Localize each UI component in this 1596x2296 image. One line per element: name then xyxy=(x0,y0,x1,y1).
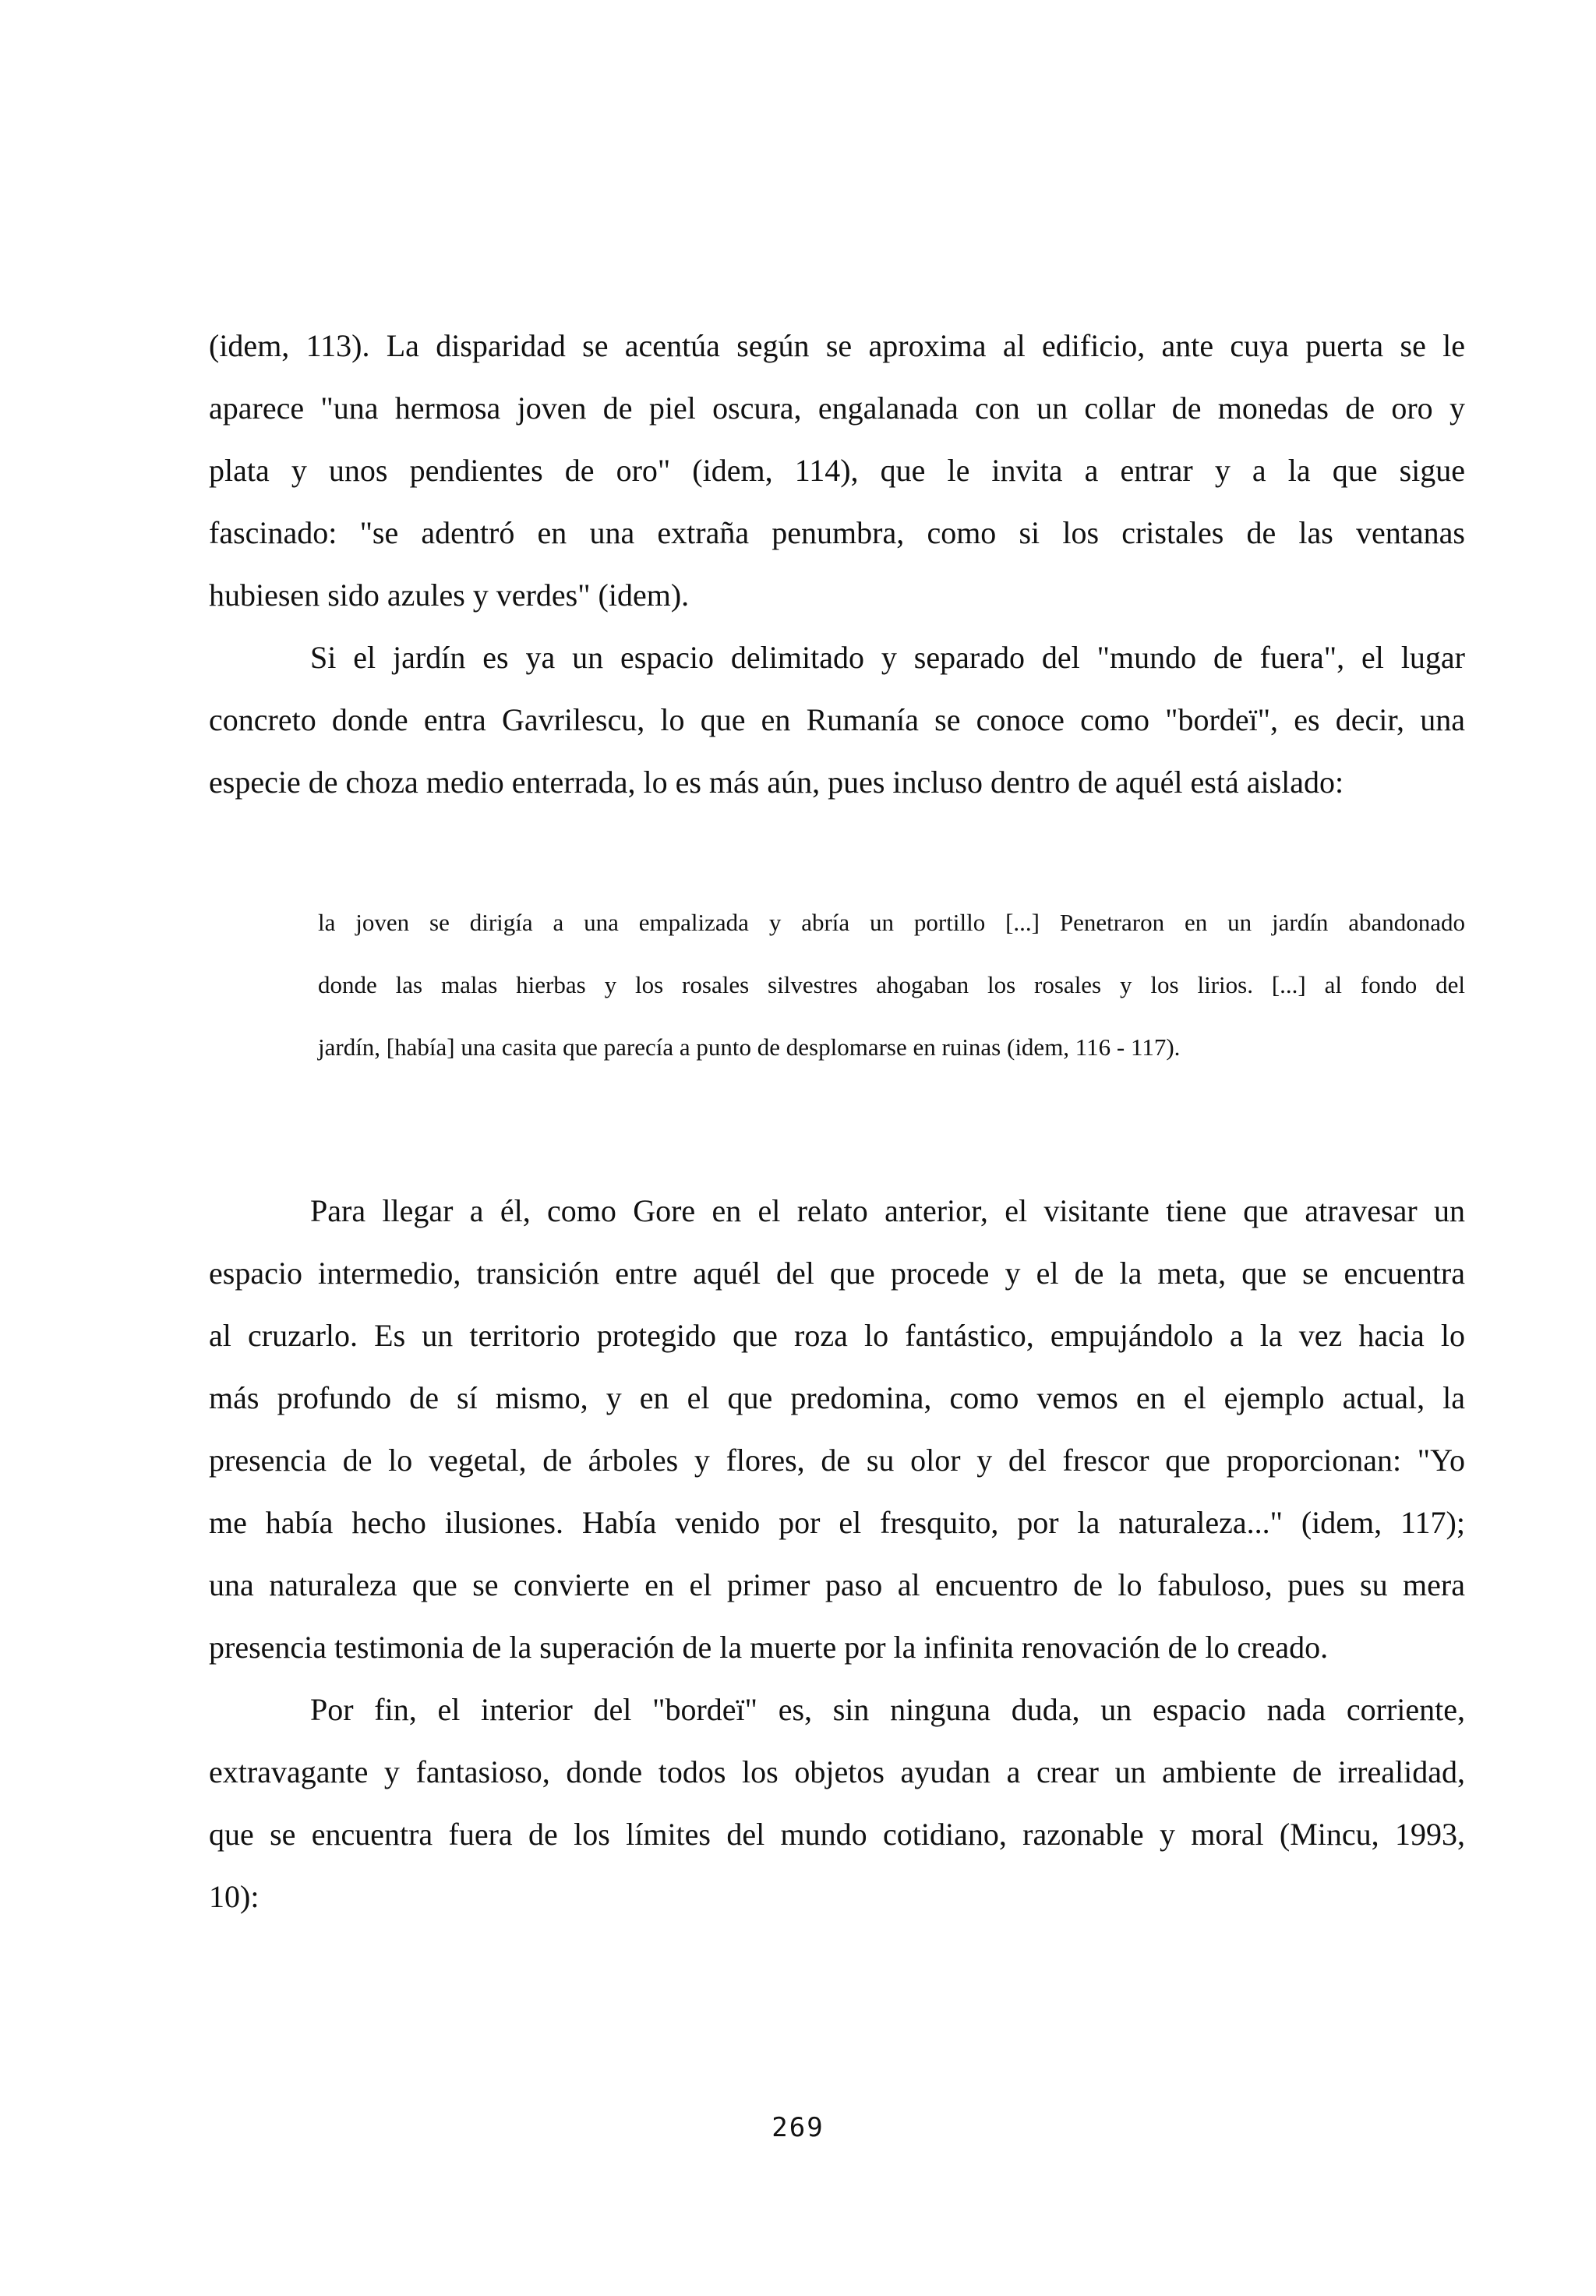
page-number: 269 xyxy=(772,2112,824,2143)
text-line: concreto donde entra Gavrilescu, lo que en Rumanía se conoce como "bordeï", es decir, una xyxy=(209,702,1465,737)
text-line: al cruzarlo. Es un territorio protegido que roza lo fantástico, empujándolo a la vez hacia lo xyxy=(209,1318,1465,1353)
text-line: una naturaleza que se convierte en el primer paso al encuentro de lo fabuloso, pues su mera xyxy=(209,1567,1465,1602)
text-line: 10): xyxy=(209,1879,260,1914)
text-line: más profundo de sí mismo, y en el que predomina, como vemos en el ejemplo actual, la xyxy=(209,1380,1465,1415)
text-line: fascinado: "se adentró en una extraña penumbra, como si los cristales de las ventanas xyxy=(209,515,1465,550)
text-line: (idem, 113). La disparidad se acentúa según se aproxima al edificio, ante cuya puerta se le xyxy=(209,328,1465,363)
text-line: plata y unos pendientes de oro" (idem, 114), que le invita a entrar y a la que sigue xyxy=(209,453,1465,488)
text-line: aparece "una hermosa joven de piel oscura, engalanada con un collar de monedas de oro y xyxy=(209,390,1465,426)
text-line: presencia testimonia de la superación de la muerte por la infinita renovación de lo creado. xyxy=(209,1630,1329,1665)
text-line: Si el jardín es ya un espacio delimitado y separado del "mundo de fuera", el lugar xyxy=(310,640,1465,675)
text-line: Para llegar a él, como Gore en el relato anterior, el visitante tiene que atravesar un xyxy=(310,1193,1465,1228)
text-line: Por fin, el interior del "bordeï" es, sin ninguna duda, un espacio nada corriente, xyxy=(310,1692,1465,1727)
text-line: hubiesen sido azules y verdes" (idem). xyxy=(209,578,690,613)
text-line: extravagante y fantasioso, donde todos los objetos ayudan a crear un ambiente de irrealidad, xyxy=(209,1754,1465,1789)
text-line: que se encuentra fuera de los límites del mundo cotidiano, razonable y moral (Mincu, 1993, xyxy=(209,1817,1465,1852)
text-line: espacio intermedio, transición entre aquél del que procede y el de la meta, que se encuentra xyxy=(209,1256,1465,1291)
text-line: especie de choza medio enterrada, lo es más aún, pues incluso dentro de aquél está aislado: xyxy=(209,765,1344,800)
quote-line: la joven se dirigía a una empalizada y abría un portillo [...] Penetraron en un jardín abandonado xyxy=(318,909,1465,936)
quote-line: donde las malas hierbas y los rosales silvestres ahogaban los rosales y los lirios. [...] al fondo del xyxy=(318,971,1465,998)
quote-line: jardín, [había] una casita que parecía a punto de desplomarse en ruinas (idem, 116 - 117). xyxy=(318,1033,1181,1061)
text-line: me había hecho ilusiones. Había venido por el fresquito, por la naturaleza..." (idem, 117); xyxy=(209,1505,1465,1540)
text-line: presencia de lo vegetal, de árboles y flores, de su olor y del frescor que proporcionan: "Yo xyxy=(209,1443,1465,1478)
